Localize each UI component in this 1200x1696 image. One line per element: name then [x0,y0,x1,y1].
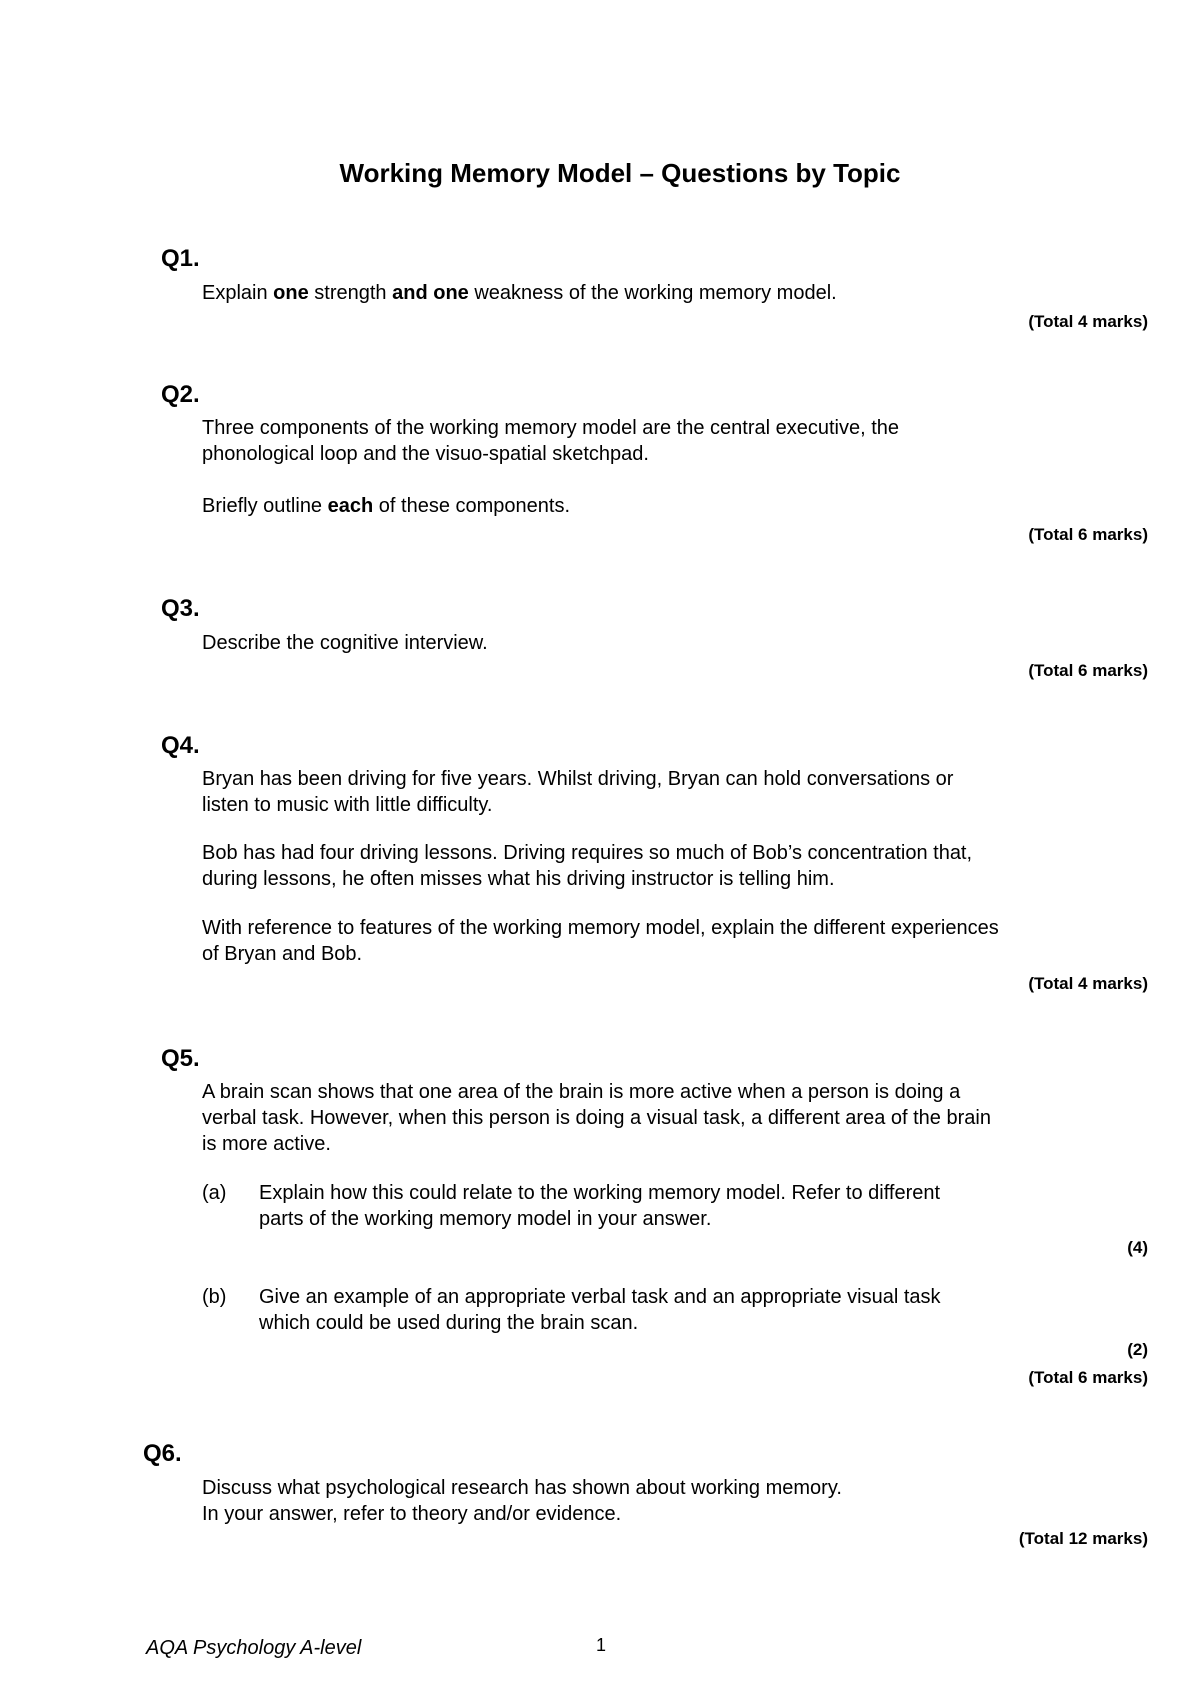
question-1-text: Explain one strength and one weakness of the working memory model. [202,282,837,304]
question-2-para-2: Briefly outline each of these components. [202,495,571,517]
footer-page-number: 1 [596,1635,607,1655]
footer-source: AQA Psychology A-level [146,1637,362,1659]
question-5-label: Q5. [161,1045,200,1072]
question-6-marks: (Total 12 marks) [1018,1529,1148,1548]
question-2-para-1: Three components of the working memory model are the central executive, the phonological loop and the visuo-spatial sketchpad. [202,417,900,465]
question-4-marks: (Total 4 marks) [1028,974,1148,993]
question-5-part-b-marks: (2) [1127,1340,1148,1359]
question-1-marks: (Total 4 marks) [1028,312,1148,331]
question-3-label: Q3. [161,595,200,622]
page-title: Working Memory Model – Questions by Topic [339,158,901,188]
question-3-marks: (Total 6 marks) [1028,661,1148,680]
question-5-part-a-marks: (4) [1127,1238,1148,1257]
question-3-text: Describe the cognitive interview. [202,632,488,654]
question-6-label: Q6. [143,1440,182,1467]
question-6-text: Discuss what psychological research has shown about working memory. In your answer, refer to theory and/or evidence. [202,1477,842,1525]
question-1-label: Q1. [161,245,200,272]
part-b-text: Give an example of an appropriate verbal task and an appropriate visual task which could be used during the brain scan. [259,1286,941,1334]
question-5-intro: A brain scan shows that one area of the brain is more active when a person is doing a verbal task. However, when this person is doing a visual task, a different area of the brain is more active. [202,1081,991,1155]
question-4-para-3: With reference to features of the working memory model, explain the different experiences of Bryan and Bob. [202,917,999,965]
question-4-label: Q4. [161,732,200,759]
question-5-marks: (Total 6 marks) [1028,1368,1148,1387]
question-2-label: Q2. [161,381,200,408]
part-b-label: (b) [202,1286,227,1308]
part-a-text: Explain how this could relate to the working memory model. Refer to different parts of the working memory model in your answer. [259,1182,941,1230]
question-2-marks: (Total 6 marks) [1028,525,1148,544]
part-a-label: (a) [202,1182,227,1204]
question-4-para-1: Bryan has been driving for five years. Whilst driving, Bryan can hold conversations or listen to music with little difficulty. [202,768,954,816]
question-4-para-2: Bob has had four driving lessons. Driving requires so much of Bob’s concentration that, during lessons, he often misses what his driving instructor is telling him. [202,842,973,890]
